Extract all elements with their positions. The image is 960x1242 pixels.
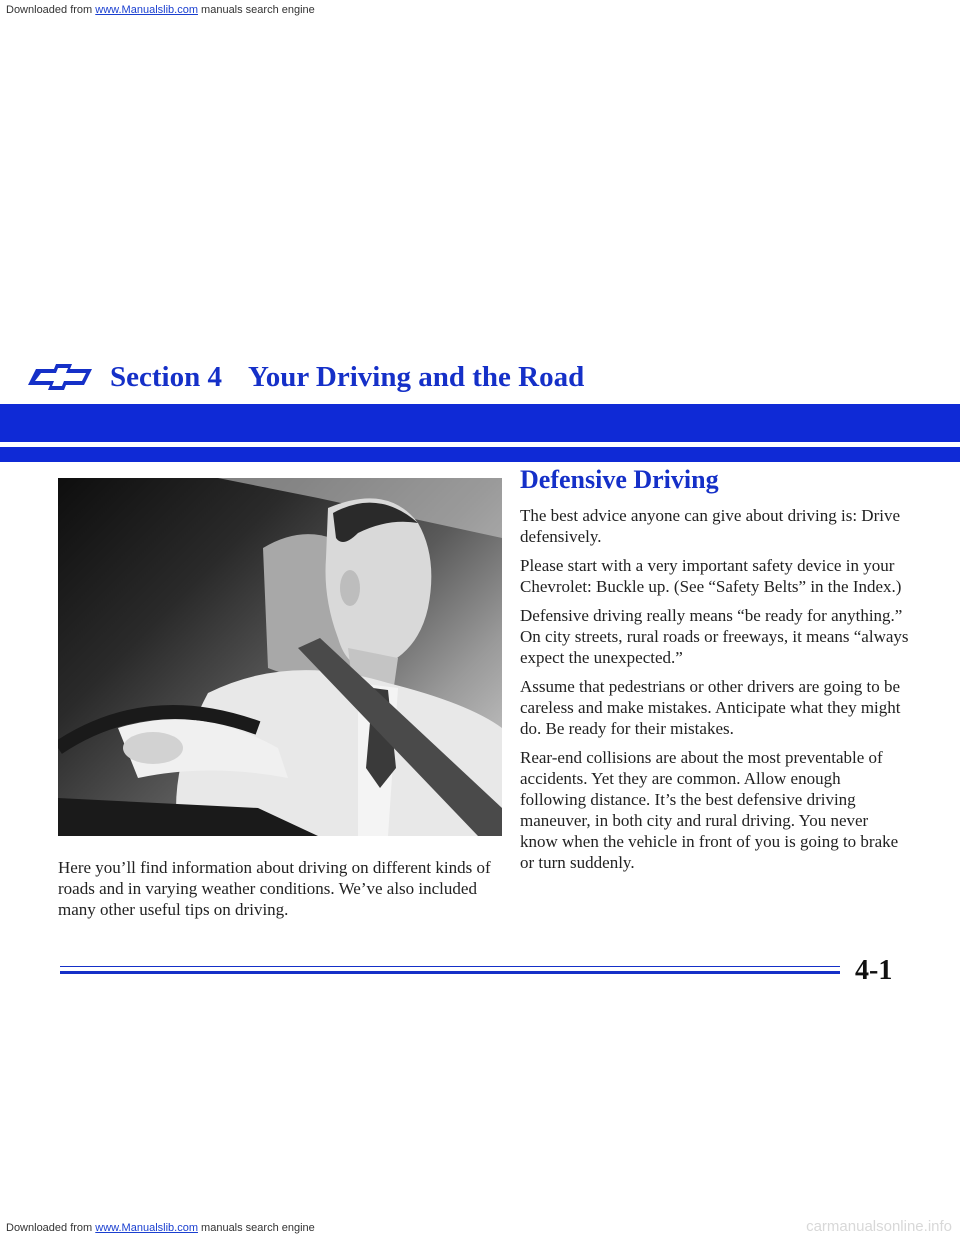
defensive-paragraph-4: Assume that pedestrians or other drivers are going to be careless and make mistakes. Anticipate what they might do. Be ready for their mistakes. — [520, 677, 901, 738]
driver-illustration — [58, 478, 502, 836]
driver-illustration-art — [58, 478, 502, 836]
watermark-suffix: manuals search engine — [201, 4, 315, 16]
watermark-prefix: Downloaded from — [6, 4, 93, 16]
defensive-paragraph-2: Please start with a very important safety device in your Chevrolet: Buckle up. (See “Safety Belts” in the Index.) — [520, 556, 902, 596]
section-name: Your Driving and the Road — [247, 360, 585, 393]
section-title — [110, 361, 584, 394]
watermark-suffix: manuals search engine — [201, 1222, 315, 1234]
section-number: Section 4 — [110, 360, 222, 393]
footer-rule-thin — [60, 966, 840, 967]
watermark-top — [6, 4, 315, 16]
chevrolet-bowtie-icon — [26, 364, 98, 390]
header-band-secondary — [0, 447, 960, 462]
defensive-paragraph-3: Defensive driving really means “be ready for anything.” On city streets, rural roads or freeways, it means “always expect the unexpected.” — [520, 606, 909, 667]
defensive-driving-heading: Defensive Driving — [520, 465, 719, 494]
footer-rule-thick — [60, 971, 840, 974]
page-number: 4-1 — [855, 955, 893, 986]
defensive-paragraph-1: The best advice anyone can give about driving is: Drive defensively. — [520, 506, 901, 546]
manualslib-link[interactable]: www.Manualslib.com — [95, 1222, 198, 1234]
defensive-driving-column — [520, 465, 910, 881]
section-header — [26, 355, 584, 399]
site-watermark: carmanualsonline.info — [806, 1218, 952, 1235]
manualslib-link[interactable]: www.Manualslib.com — [95, 4, 198, 16]
defensive-paragraph-5: Rear-end collisions are about the most preventable of accidents. Yet they are common. Allow enough following distance. It’s the best defensive driving maneuver, in both city and rural driving. You never know when the vehicle in front of you is going to brake or turn suddenly. — [520, 748, 899, 872]
watermark-bottom — [6, 1222, 315, 1234]
watermark-prefix: Downloaded from — [6, 1222, 93, 1234]
section-intro-text: Here you’ll find information about driving on different kinds of roads and in varying weather conditions. We’ve also included many other useful tips on driving. — [58, 858, 491, 919]
header-band-primary — [0, 404, 960, 442]
